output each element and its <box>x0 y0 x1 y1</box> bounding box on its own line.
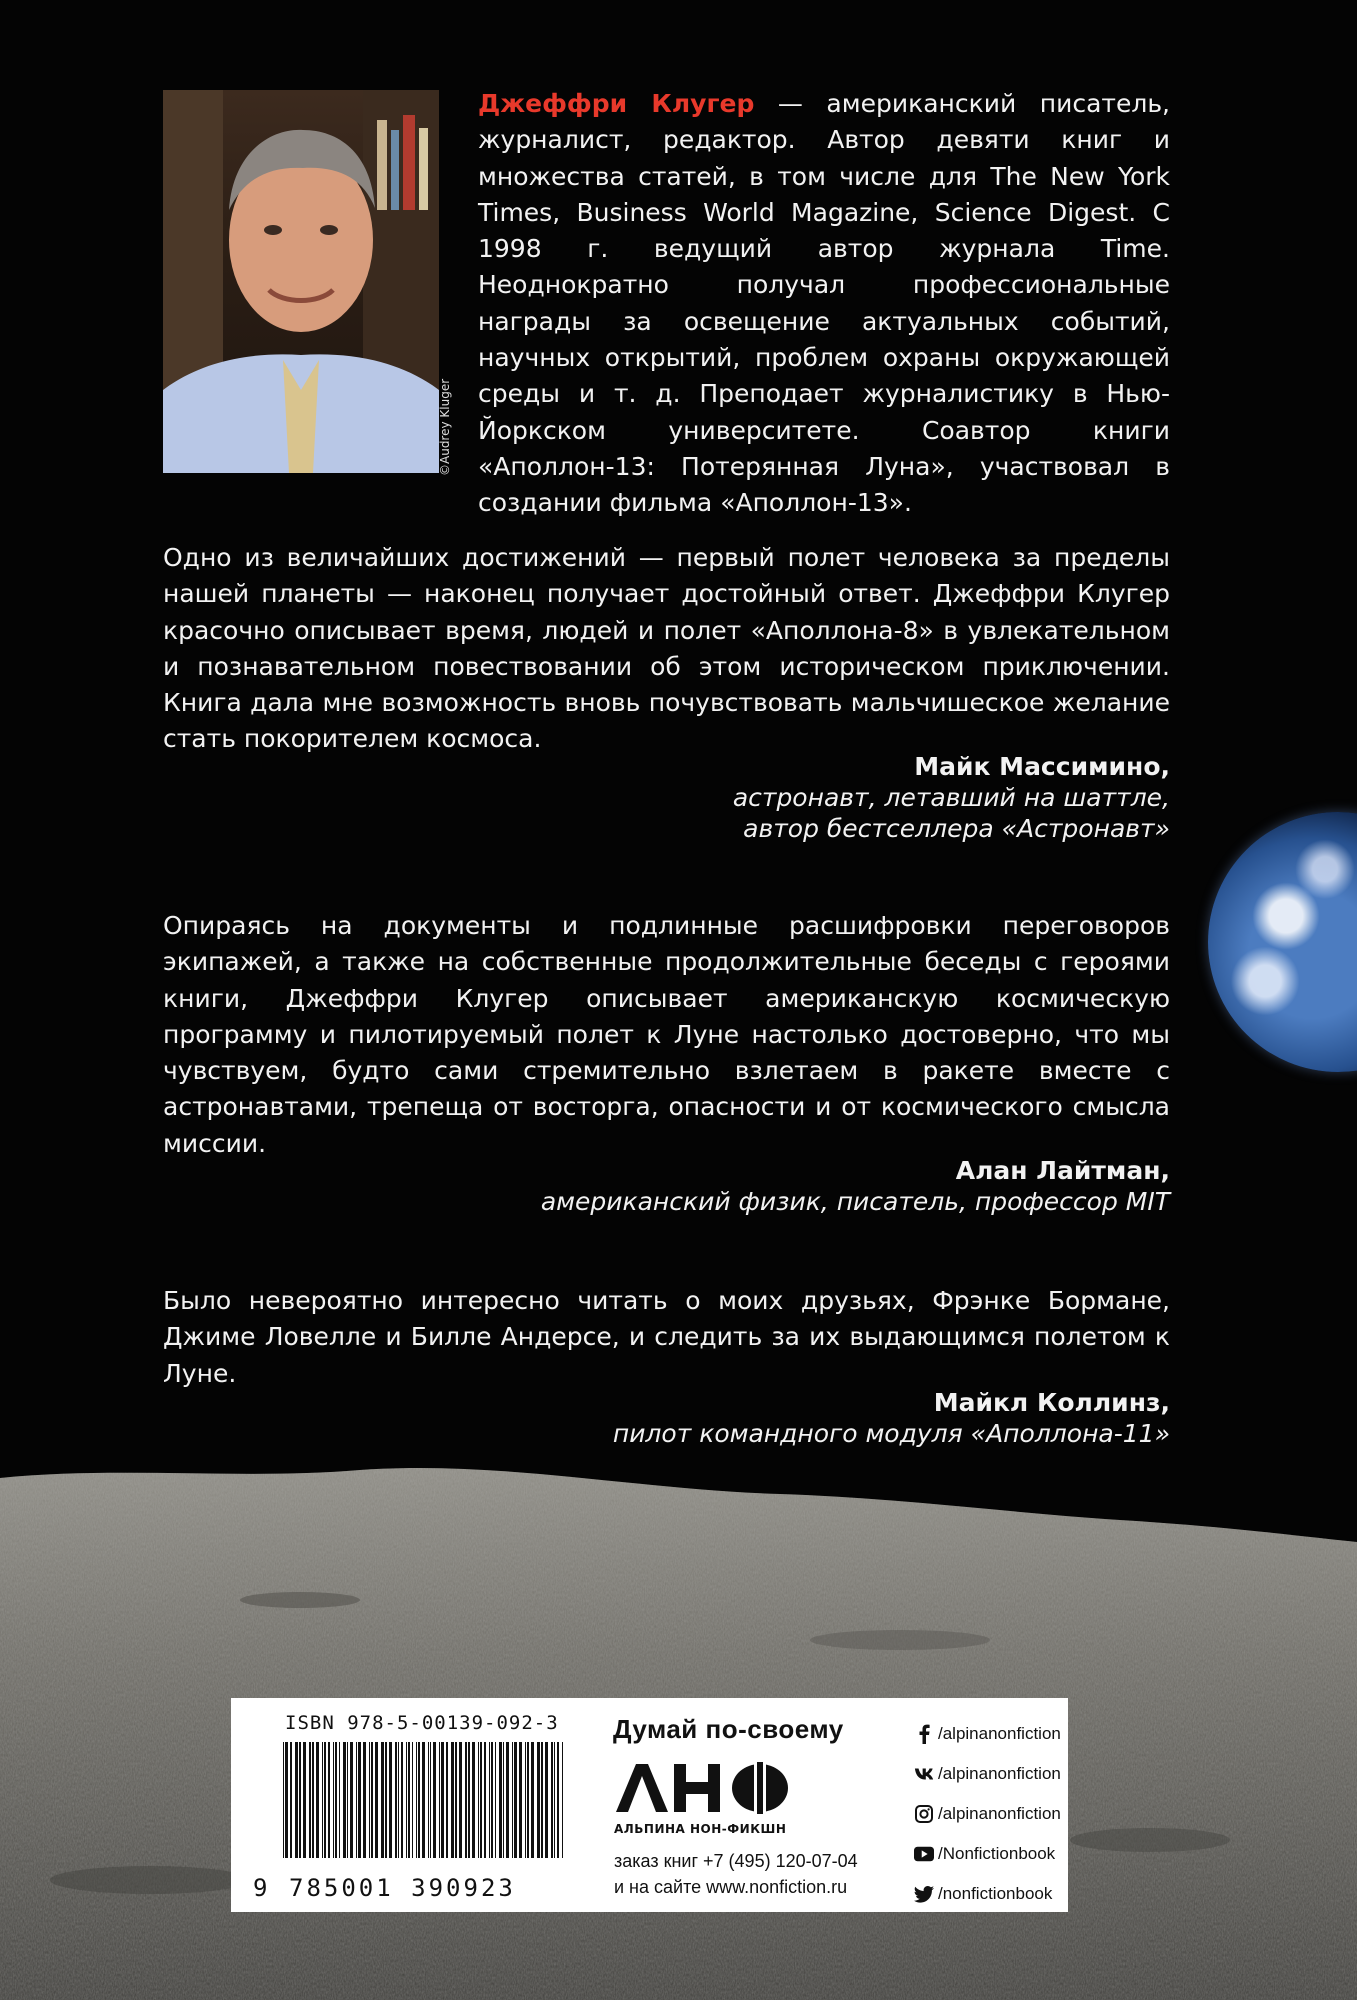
barcode-bar <box>316 1742 319 1858</box>
barcode-bar <box>459 1742 462 1858</box>
social-link-label: /alpinanonfiction <box>938 1724 1061 1743</box>
barcode-bar <box>468 1742 470 1858</box>
social-link-twitter[interactable] <box>914 1874 1061 1914</box>
barcode-bar <box>339 1742 340 1858</box>
barcode-bar <box>503 1742 504 1858</box>
review-author-role: автор бестселлера «Астронавт» <box>743 814 1170 843</box>
barcode-bar <box>541 1742 543 1858</box>
order-phone: заказ книг +7 (495) 120-07-04 <box>614 1851 858 1871</box>
publisher-name: АЛЬПИНА НОН-ФИКШН <box>614 1822 787 1836</box>
barcode-bar <box>455 1742 457 1858</box>
barcode-bar <box>439 1742 440 1858</box>
barcode-bar <box>406 1742 407 1858</box>
barcode-bar <box>554 1742 555 1858</box>
barcode-bar <box>401 1742 403 1858</box>
author-bio-text: — американский писатель, журналист, редактор. Автор девяти книг и множества статей, в том числе для The New York Times, Business World Magazine, Science Digest. С 1998 г. ведущий автор журнала Time. Неоднократно получал профессиональные награды за освещение актуальных событий, научных открытий, проблем охраны окружающей среды и т. д. Преподает журналистику в Нью-Йоркском университете. Соавтор книги «Аполлон-13: Потерянная Луна», участвовал в создании фильма «Аполлон-13». <box>478 89 1171 518</box>
barcode-bar <box>395 1742 397 1858</box>
facebook-icon <box>914 1724 934 1744</box>
barcode-bar <box>389 1742 392 1858</box>
barcode-bar <box>472 1742 475 1858</box>
barcode-bar <box>499 1742 502 1858</box>
earth-image <box>1208 812 1357 1072</box>
review-quote: Опираясь на документы и подлинные расшифровки переговоров экипажей, а также на собственные продолжительные беседы с героями книги, Джеффри Клугер описывает американскую космическую программу и пилотируемый полет к Луне настолько достоверно, что мы чувствуем, будто сами стремительно взлетаем в ракете вместе с астронавтами, трепеща от восторга, опасности и от космического смысла миссии. <box>163 911 1170 1158</box>
barcode-bar <box>428 1742 429 1858</box>
barcode-bar <box>335 1742 337 1858</box>
barcode-bar <box>480 1742 482 1858</box>
barcode-bar <box>418 1742 420 1858</box>
isbn-label: ISBN 978-5-00139-092-3 <box>285 1712 559 1734</box>
review-author: Майкл Коллинз, <box>933 1388 1170 1417</box>
barcode-bar <box>489 1742 490 1858</box>
review-attribution <box>541 1155 1170 1217</box>
social-link-label: /nonfictionbook <box>938 1884 1053 1903</box>
ean-digits: 785001 390923 <box>289 1874 516 1902</box>
barcode-bar <box>285 1742 288 1858</box>
barcode-bar <box>347 1742 348 1858</box>
barcode-bar <box>537 1742 540 1858</box>
barcode-bar <box>451 1742 454 1858</box>
social-links <box>914 1714 1061 1914</box>
barcode-bar <box>358 1742 361 1858</box>
barcode-bar <box>381 1742 384 1858</box>
author-name: Джеффри Клугер <box>478 89 755 118</box>
barcode-bar <box>371 1742 373 1858</box>
barcode-bar <box>491 1742 493 1858</box>
publisher-logo-icon <box>614 1762 790 1814</box>
barcode-bar <box>312 1742 314 1858</box>
author-bio <box>478 86 1170 522</box>
barcode-bar <box>441 1742 444 1858</box>
barcode-bar <box>465 1742 467 1858</box>
barcode-bar <box>350 1742 353 1858</box>
barcode-bar <box>385 1742 387 1858</box>
social-link-youtube[interactable] <box>914 1834 1061 1874</box>
ean-first-digit: 9 <box>253 1874 268 1902</box>
review-attribution <box>733 751 1170 844</box>
barcode-bar <box>514 1742 517 1858</box>
barcode-bar <box>545 1742 548 1858</box>
social-link-label: /alpinanonfiction <box>938 1804 1061 1823</box>
barcode-bar <box>324 1742 326 1858</box>
review-attribution <box>613 1387 1170 1449</box>
barcode-bar <box>295 1742 298 1858</box>
review-author: Майк Массимино, <box>914 752 1170 781</box>
review-author-role: астронавт, летавший на шаттле, <box>732 783 1170 812</box>
barcode-bar <box>309 1742 311 1858</box>
barcode-bar <box>290 1742 292 1858</box>
barcode-bar <box>416 1742 417 1858</box>
barcode-bar <box>527 1742 529 1858</box>
review-author-role: американский физик, писатель, профессор MIT <box>540 1187 1170 1216</box>
review-author: Алан Лайтман, <box>955 1156 1170 1185</box>
author-photo <box>163 90 439 473</box>
barcode-bar <box>430 1742 431 1858</box>
social-link-label: /alpinanonfiction <box>938 1764 1061 1783</box>
barcode-bar <box>484 1742 486 1858</box>
barcode-bar <box>328 1742 330 1858</box>
barcode-bar <box>369 1742 370 1858</box>
barcode-bar <box>551 1742 553 1858</box>
barcode-bar <box>557 1742 559 1858</box>
barcode-bar <box>343 1742 346 1858</box>
review-author-role: пилот командного модуля «Аполлона-11» <box>612 1419 1170 1448</box>
social-link-instagram[interactable] <box>914 1794 1061 1834</box>
order-website: и на сайте www.nonfiction.ru <box>614 1877 848 1897</box>
barcode-bar <box>398 1742 399 1858</box>
barcode-bar <box>322 1742 323 1858</box>
photo-credit: ©Audrey Kluger <box>438 378 452 476</box>
youtube-icon <box>914 1844 934 1864</box>
publisher-info-box <box>231 1698 1068 1912</box>
barcode-bar <box>506 1742 509 1858</box>
social-link-label: /Nonfictionbook <box>938 1844 1056 1863</box>
barcode-bar <box>433 1742 436 1858</box>
review-quote: Было невероятно интересно читать о моих друзьях, Фрэнке Бормане, Джиме Ловелле и Билле Андерсе, и следить за их выдающимся полетом к Луне. <box>163 1286 1170 1388</box>
barcode <box>281 1742 565 1858</box>
barcode-bar <box>412 1742 413 1858</box>
barcode-bar <box>478 1742 479 1858</box>
social-link-vk[interactable] <box>914 1754 1061 1794</box>
vk-icon <box>914 1764 934 1784</box>
barcode-bar <box>303 1742 306 1858</box>
barcode-bar <box>375 1742 378 1858</box>
barcode-bar <box>356 1742 357 1858</box>
barcode-bar <box>446 1742 448 1858</box>
instagram-icon <box>914 1804 934 1824</box>
review-quote: Одно из величайших достижений — первый полет человека за пределы нашей планеты — наконец получает достойный ответ. Джеффри Клугер красочно описывает время, людей и полет «Аполлона-8» в увлекательном и познавательном повествовании об этом историческом приключении. Книга дала мне возможность вновь почувствовать мальчишеское желание стать покорителем космоса. <box>163 543 1170 754</box>
barcode-bar <box>525 1742 526 1858</box>
social-link-facebook[interactable] <box>914 1714 1061 1754</box>
barcode-bar <box>283 1742 284 1858</box>
barcode-bar <box>408 1742 410 1858</box>
barcode-bar <box>363 1742 366 1858</box>
barcode-bar <box>422 1742 425 1858</box>
barcode-bar <box>333 1742 334 1858</box>
publisher-slogan: Думай по-своему <box>613 1714 844 1744</box>
barcode-bar <box>299 1742 301 1858</box>
twitter-icon <box>914 1884 934 1904</box>
order-info <box>614 1848 858 1900</box>
barcode-bar <box>495 1742 496 1858</box>
barcode-bar <box>519 1742 522 1858</box>
barcode-bar <box>531 1742 534 1858</box>
barcode-bar <box>562 1742 563 1858</box>
barcode-bar <box>512 1742 513 1858</box>
